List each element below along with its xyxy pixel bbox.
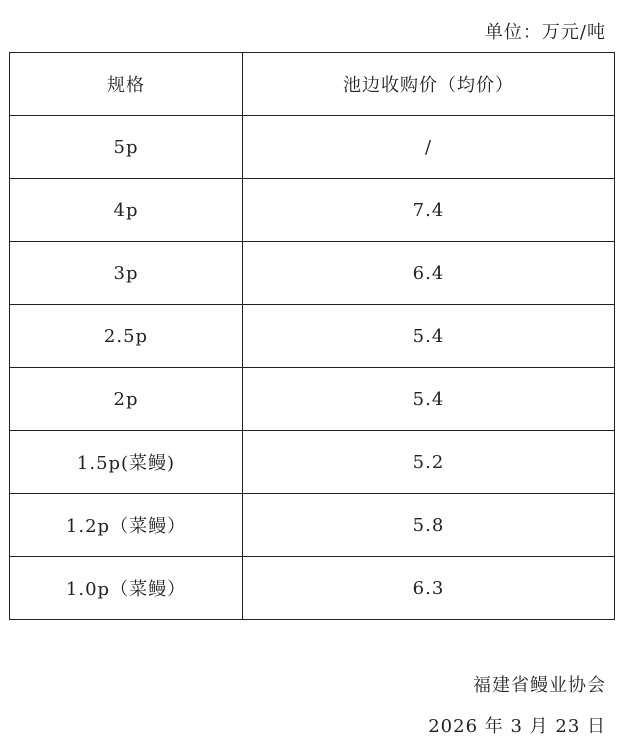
table-row <box>10 116 615 179</box>
spec-cell: 3p <box>10 242 243 305</box>
table-row <box>10 368 615 431</box>
spec-cell: 1.0p（菜鳗） <box>10 557 243 620</box>
price-cell: 5.4 <box>243 305 615 368</box>
issuing-organization: 福建省鳗业协会 <box>473 675 606 696</box>
spec-cell: 5p <box>10 116 243 179</box>
price-cell: 5.4 <box>243 368 615 431</box>
spec-cell: 2.5p <box>10 305 243 368</box>
spec-cell: 4p <box>10 179 243 242</box>
price-table <box>9 52 615 620</box>
table-row <box>10 494 615 557</box>
table-row <box>10 557 615 620</box>
spec-cell: 2p <box>10 368 243 431</box>
header-spec: 规格 <box>10 53 243 116</box>
price-cell: 6.4 <box>243 242 615 305</box>
table-row <box>10 431 615 494</box>
table-row <box>10 305 615 368</box>
table-row <box>10 242 615 305</box>
price-cell: / <box>243 116 615 179</box>
table-header-row <box>10 53 615 116</box>
spec-cell: 1.2p（菜鳗） <box>10 494 243 557</box>
price-cell: 7.4 <box>243 179 615 242</box>
price-cell: 5.8 <box>243 494 615 557</box>
unit-note: 单位：万元/吨 <box>484 22 606 43</box>
price-cell: 5.2 <box>243 431 615 494</box>
price-cell: 6.3 <box>243 557 615 620</box>
header-price: 池边收购价（均价） <box>243 53 615 116</box>
table-row <box>10 179 615 242</box>
issue-date: 2026 年 3 月 23 日 <box>428 716 606 737</box>
spec-cell: 1.5p(菜鳗) <box>10 431 243 494</box>
